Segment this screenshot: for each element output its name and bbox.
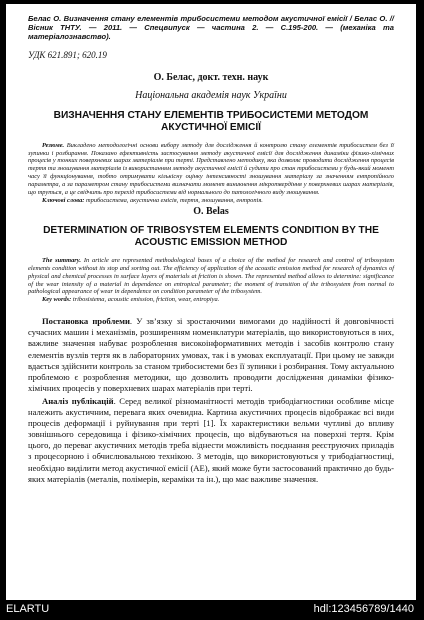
organization-ua: Національна академія наук України: [135, 89, 287, 101]
keywords-ua-text: трибосистема, акустична емісія, тертя, зношування, ентропія.: [84, 196, 263, 204]
keywords-en-label: Key words:: [42, 296, 72, 304]
author-en: O. Belas: [193, 205, 229, 217]
analysis-text: . Серед великої різноманітності методів трибодіагностики особливе місце належить акустичним, перевага яких очевидна. Картина акустичних процесів відображає всі види процесів деформації і руйнування при терті [1]. Їх характеристики вельми чутливі до впливу зовнішнього середовища і фізико-хімічних процесів, що відбуваються на поверхні тертя. Крім цього, до переваг акустичних методів треба віднести можливість поєднання реєструючих приладів з процесорною і обчислювальною технікою. З методів, що використовуються у трибодіагностиці, необхідно виділити метод акустичної емісії (АЕ), який може бути застосований практично до будь-яких матеріалів (металів, полімерів, кераміки та ін.), що має важливе значення.: [28, 395, 394, 484]
body-paragraph-problem: [28, 316, 394, 394]
problem-label: Постановка проблеми: [42, 316, 130, 327]
abstract-en-text: In article are represented methodological bases of a choice of the method for research and control of tribosystem elements condition without its stop and sorting out. The efficiency of application of the acoustic emission method for research of dynamics of physical and chemical processes in surface layers of materials at friction is shown. The represented method allows to determine: significance of the wear intensity of a material in dependence on entropical parameter; the moment of transition of the tribosystem from normal to pathological appearance of wear in dependence on condition parameter of the tribosystem.: [28, 256, 394, 296]
paper-page: [6, 4, 416, 600]
problem-text: . У зв’язку зі зростаючими вимогами до надійності й довговічності сучасних машин і механізмів, розширенням номенклатури матеріалів, що використовуються в них, важливе значення набуває розроблення високоінформативних методів і засобів контролю стану елементів вузлів тертя як в лабораторних умовах, так і в умовах експлуатації. При цьому не завжди вдається здійснити контроль за станом трибосистеми без її зупинки і розбирання. Тому актуальною проблемою є розроблення методики, що дозволить проводити дослідження динаміки фізико-хімічних процесів у поверхневих шарах матеріалів при терті.: [28, 316, 394, 393]
body-paragraph-analysis: [28, 396, 394, 485]
title-en: DETERMINATION OF TRIBOSYSTEM ELEMENTS CONDITION BY THE ACOUSTIC EMISSION METHOD: [43, 224, 379, 248]
author-ua: О. Белас, докт. техн. наук: [153, 71, 269, 83]
keywords-en-text: tribosistema, acoustic emission, friction, wear, entropiya.: [71, 296, 220, 304]
abstract-ua: [28, 142, 394, 197]
citation-header: Белас О. Визначення стану елементів трибосистеми методом акустичної емісії / Белас О. // Вісник ТНТУ. — 2011. — Спецвипуск — частина 2. — С.195-200. — (механіка та матеріалознавство).: [28, 14, 394, 42]
keywords-ua: [42, 197, 394, 205]
footer-handle: hdl:123456789/1440: [313, 603, 414, 615]
footer-bar: [0, 600, 424, 620]
abstract-ua-label: Резюме.: [42, 141, 65, 149]
keywords-en: [42, 296, 394, 304]
abstract-en: [28, 257, 394, 297]
analysis-label: Аналіз публікацій: [42, 395, 114, 406]
udc-code: УДК 621.891; 620.19: [28, 49, 107, 60]
abstract-ua-text: Викладено методологічні основи вибору методу для дослідження й контролю стану елементів трибосистем без її зупинки і розбирання. Показано ефективність застосування методу акустичної емісії для дослідження динаміки фізико-хімічних процесів у тонких поверхневих шарах матеріалів при терті. Представлено методику, яка дозволяє проводити дослідження процесів тертя та зношування матеріалів із використанням методу акустичної емісії й судити про стан трибосистеми у будь-який момент часу її функціонування, тобто отримувати кількісну оцінку інтенсивності зношування матеріалу за значенням ентропійного параметра, а за параметром стану трибосистеми визначати момент виникнення мікротвердіння у поверхневих шарах матеріалів, що труться, а це свідчить про перехід трибосистеми від нормального до патологічного виду зношування.: [28, 141, 394, 197]
title-ua: ВИЗНАЧЕННЯ СТАНУ ЕЛЕМЕНТІВ ТРИБОСИСТЕМИ МЕТОДОМ АКУСТИЧНОЇ ЕМІСІЇ: [53, 109, 369, 133]
footer-left-label: ELARTU: [6, 603, 50, 615]
abstract-en-label: The summary.: [42, 256, 81, 264]
keywords-ua-label: Ключові слова:: [42, 196, 85, 204]
